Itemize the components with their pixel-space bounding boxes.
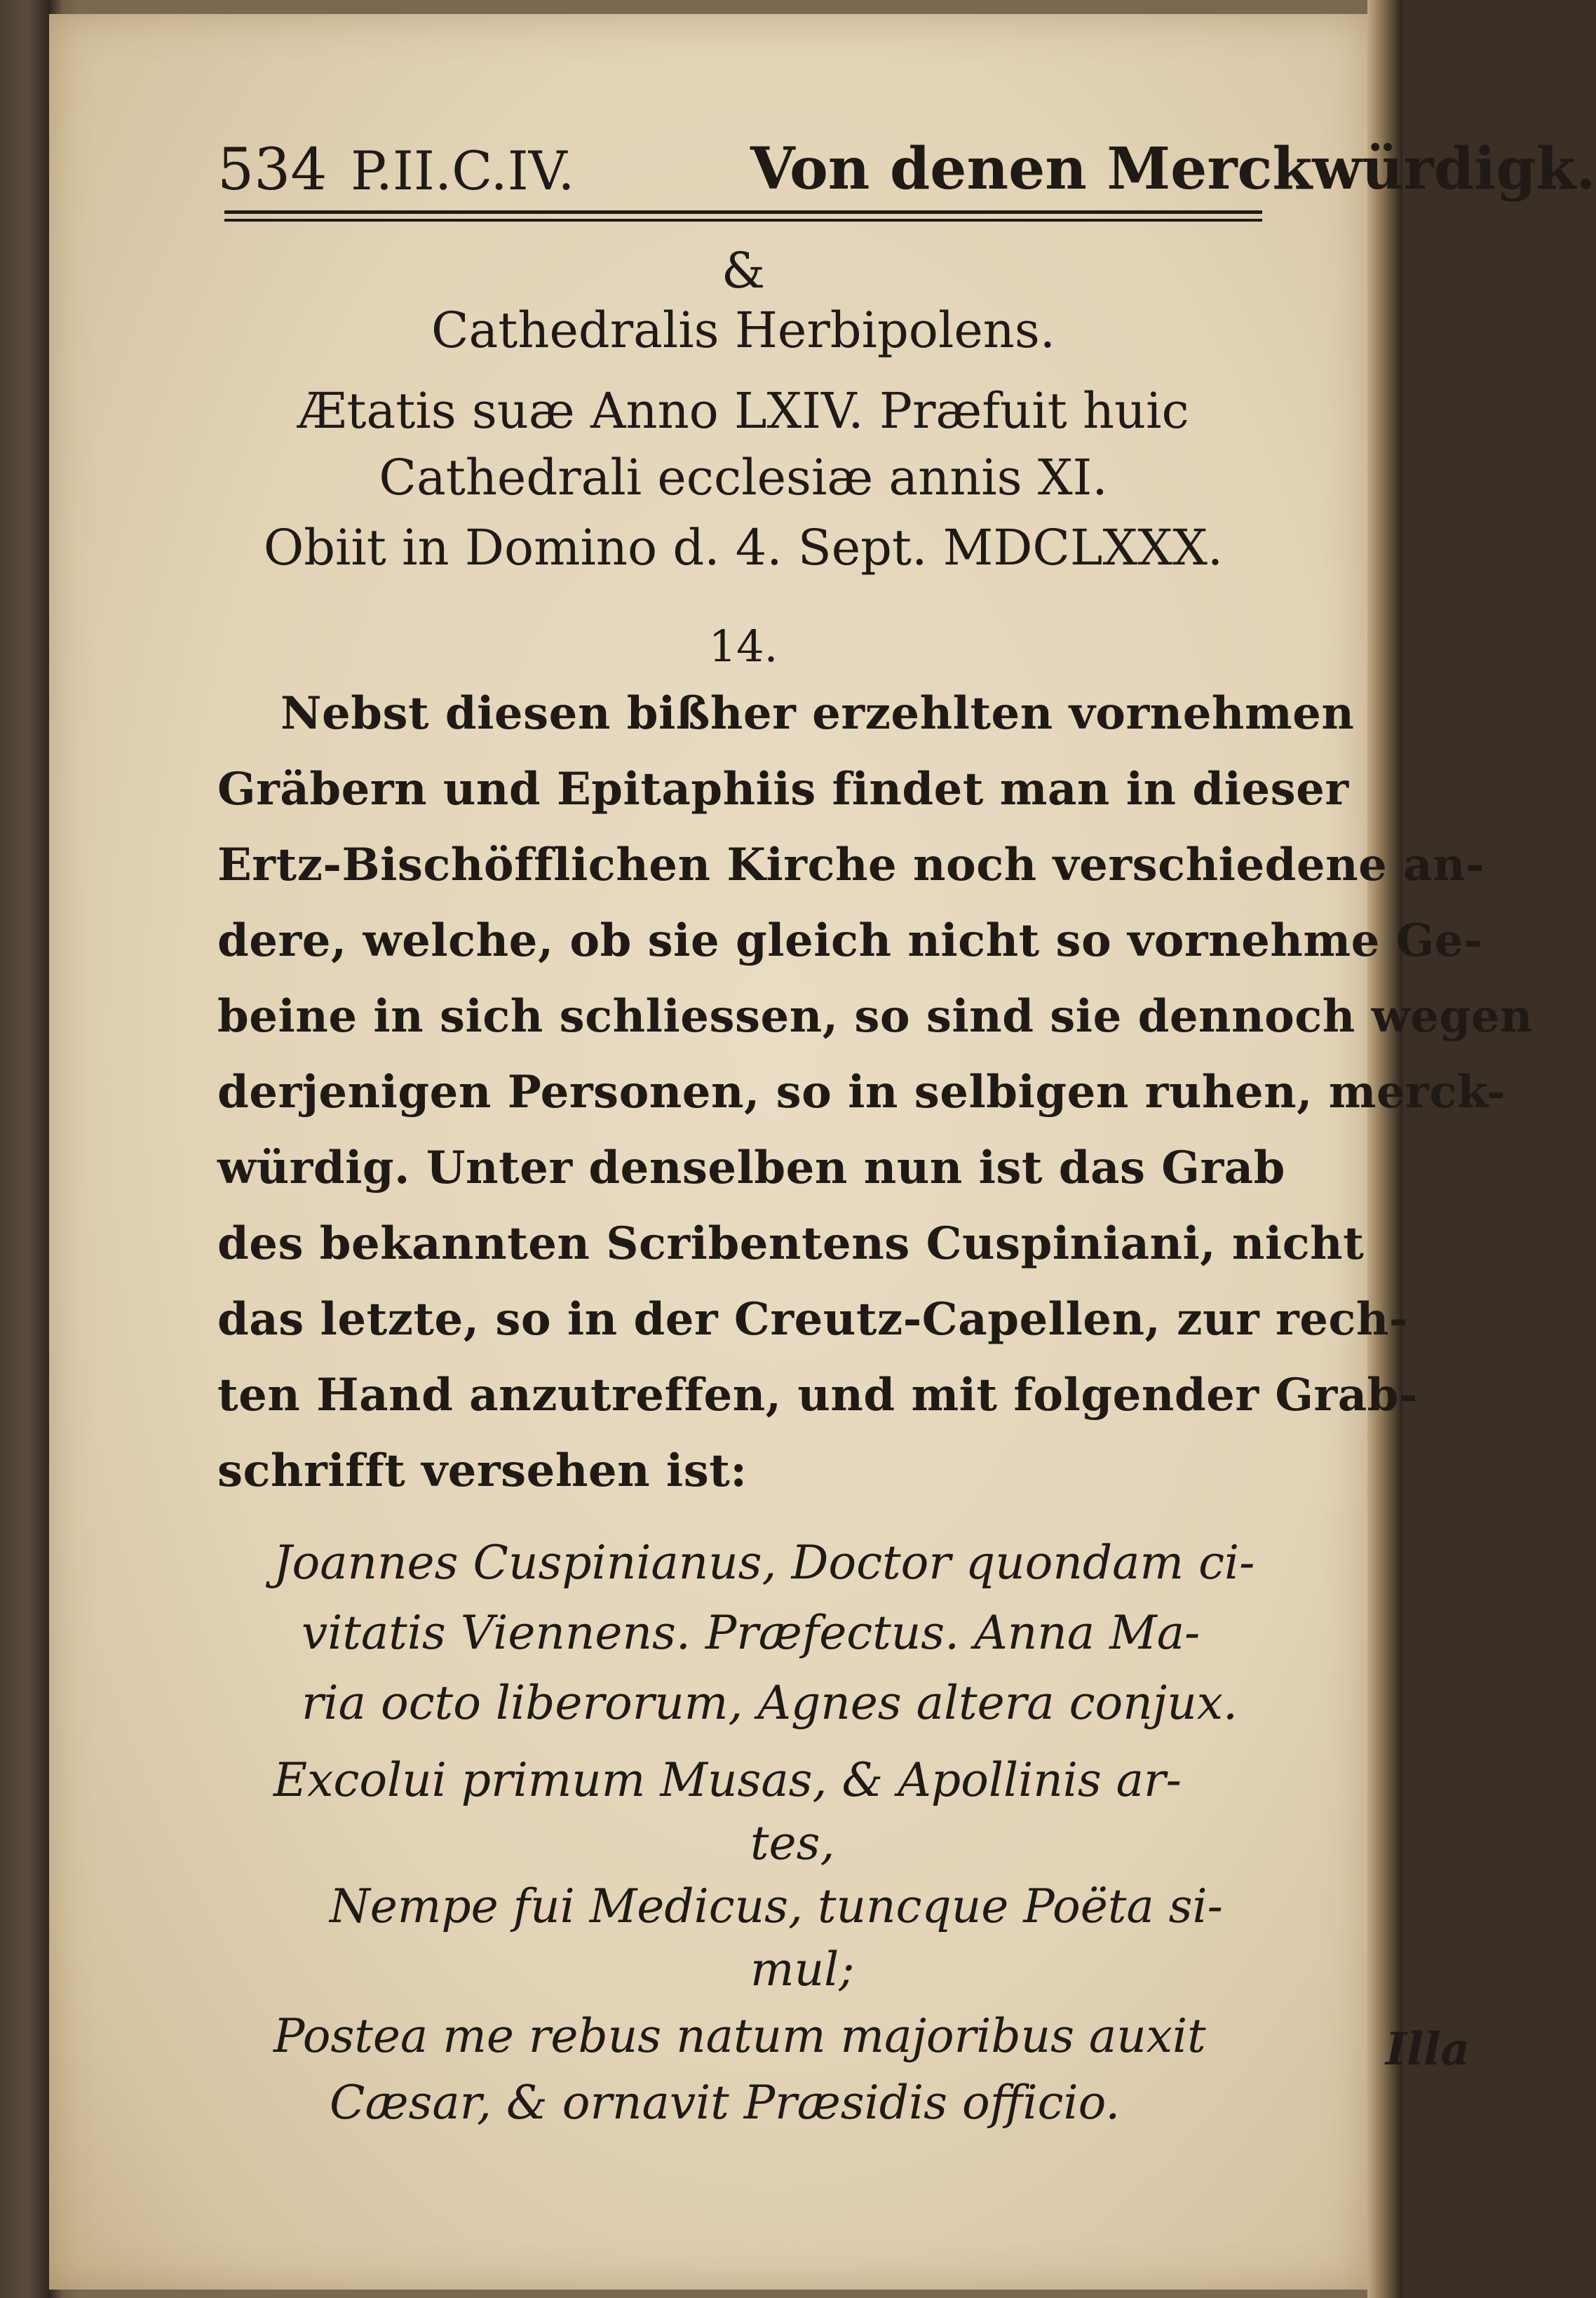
paragraph-line: dere, welche, ob sie gleich nicht so vornehme Ge- [217, 914, 1483, 967]
catchword: Illa [1385, 2023, 1470, 2076]
paragraph-line: Ertz-Bischöfflichen Kirche noch verschiedene an- [217, 839, 1485, 891]
paragraph-line: schrifft versehen ist: [217, 1445, 748, 1497]
inscription-line: Postea me rebus natum majoribus auxit [273, 2009, 1206, 2063]
page-number: 534 [217, 137, 327, 203]
inscription-line: tes, [750, 1816, 835, 1870]
header-rule-thin [224, 219, 1262, 222]
epitaph-line: Obiit in Domino d. 4. Sept. MDCLXXX. [263, 519, 1224, 576]
paragraph-line: das letzte, so in der Creutz-Capellen, zur rech- [217, 1293, 1408, 1346]
inscription-line: Cæsar, & ornavit Præsidis officio. [330, 2076, 1121, 2130]
epitaph-line: Cathedrali ecclesiæ annis XI. [379, 449, 1108, 506]
section-reference: P.II.C.IV. [351, 140, 575, 202]
paragraph-line: beine in sich schliessen, so sind sie dennoch wegen [217, 990, 1533, 1043]
paragraph-line: derjenigen Personen, so in selbigen ruhen, merck- [217, 1066, 1506, 1118]
section-number: 14. [708, 621, 778, 672]
paragraph-line: würdig. Unter denselben nun ist das Grab [217, 1142, 1285, 1194]
paragraph-line: ten Hand anzutreffen, und mit folgender Grab- [217, 1369, 1418, 1421]
inscription-line: Joannes Cuspinianus, Doctor quondam ci- [273, 1536, 1255, 1590]
header-rule [224, 210, 1262, 214]
paragraph-line: Nebst diesen bißher erzehlten vornehmen [280, 687, 1355, 740]
epitaph-line: Cathedralis Herbipolens. [431, 302, 1056, 359]
header-title: Von denen Merckwürdigk. [750, 135, 1596, 203]
inscription-line: Nempe fui Medicus, tuncque Poëta si- [330, 1879, 1223, 1933]
book-spine-edge [1367, 0, 1402, 2298]
running-header [217, 130, 1596, 207]
epitaph-line: Ætatis suæ Anno LXIV. Præfuit huic [297, 382, 1189, 440]
inscription-line: mul; [750, 1942, 855, 1996]
paragraph-line: Gräbern und Epitaphiis findet man in dieser [217, 763, 1349, 816]
inscription-line: ria octo liberorum, Agnes altera conjux. [302, 1676, 1238, 1730]
epitaph-line: & [721, 242, 766, 299]
paragraph-line: des bekannten Scribentens Cuspiniani, nicht [217, 1217, 1365, 1270]
inscription-line: Excolui primum Musas, & Apollinis ar- [273, 1753, 1182, 1807]
inscription-line: vitatis Viennens. Præfectus. Anna Ma- [302, 1606, 1201, 1660]
